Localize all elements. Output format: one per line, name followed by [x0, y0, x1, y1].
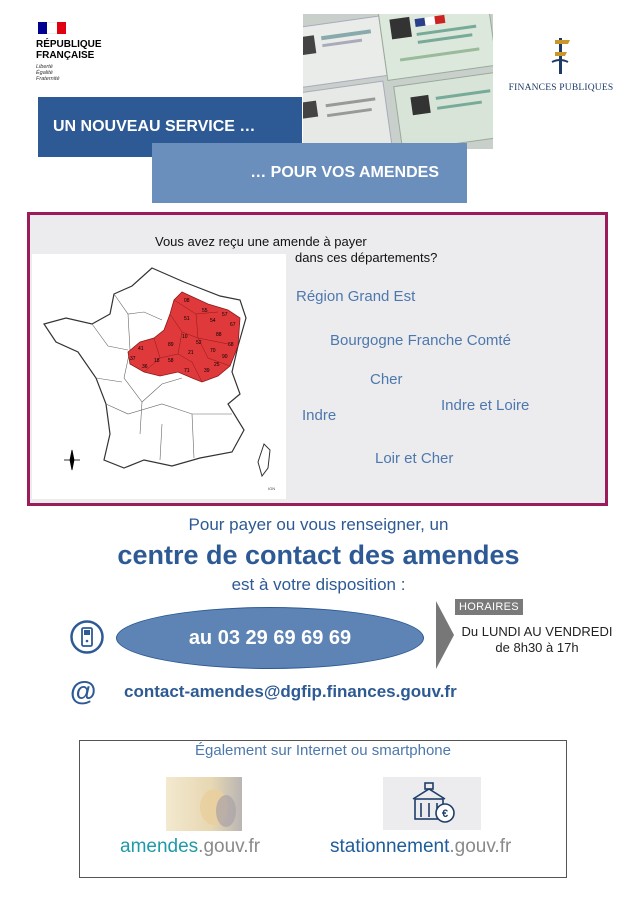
france-map: [32, 254, 286, 499]
amendes-site-thumbnail[interactable]: [166, 777, 242, 831]
svg-text:41: 41: [138, 346, 144, 352]
corsica-outline: [258, 444, 270, 476]
hours-label: HORAIRES: [455, 599, 523, 615]
finances-publiques-logo: FINANCES PUBLIQUES: [506, 36, 616, 93]
banner-for-your-fines: … POUR VOS AMENDES: [152, 143, 467, 203]
map-credit: IGN: [268, 486, 276, 491]
svg-text:68: 68: [228, 342, 234, 348]
internet-heading: Également sur Internet ou smartphone: [195, 742, 451, 759]
svg-text:55: 55: [202, 308, 208, 314]
contact-availability: est à votre disposition :: [231, 575, 406, 594]
region-cher: Cher: [370, 371, 403, 388]
stationnement-site-thumbnail[interactable]: [383, 777, 481, 830]
amendes-gouv-link[interactable]: amendes.gouv.fr: [120, 836, 261, 857]
svg-text:54: 54: [210, 318, 216, 324]
svg-text:88: 88: [216, 332, 222, 338]
svg-text:57: 57: [222, 312, 228, 318]
stationnement-gouv-link[interactable]: stationnement.gouv.fr: [330, 836, 512, 857]
town-hall-euro-icon: [383, 777, 481, 830]
departments-question: Vous avez reçu une amende à payer dans ces départements?: [155, 234, 438, 265]
republic-name: RÉPUBLIQUE FRANÇAISE: [36, 39, 102, 61]
svg-text:67: 67: [230, 322, 236, 328]
contact-title: centre de contact des amendes: [117, 540, 520, 570]
region-bourgogne-franche-comte: Bourgogne Franche Comté: [330, 332, 511, 349]
phone-number-button[interactable]: au 03 29 69 69 69: [116, 607, 424, 669]
svg-text:90: 90: [222, 354, 228, 360]
banner-new-service: UN NOUVEAU SERVICE …: [38, 97, 302, 157]
finances-publiques-emblem-icon: [548, 36, 574, 76]
svg-text:52: 52: [196, 340, 202, 346]
svg-text:€: €: [441, 808, 449, 820]
svg-text:71: 71: [184, 368, 190, 374]
region-indre-et-loire: Indre et Loire: [441, 397, 530, 414]
svg-text:51: 51: [184, 316, 190, 322]
republic-motto: Liberté Égalité Fraternité: [36, 64, 60, 82]
french-flag-icon: [38, 22, 66, 34]
at-sign-icon: @: [70, 676, 97, 706]
contact-intro: Pour payer ou vous renseigner, un: [188, 515, 449, 534]
phone-icon: [70, 620, 104, 654]
hours-text: Du LUNDI AU VENDREDI de 8h30 à 17h: [461, 624, 613, 655]
region-indre: Indre: [302, 407, 337, 424]
compass-rose-icon: [64, 450, 80, 470]
svg-text:36: 36: [142, 364, 148, 370]
svg-text:89: 89: [168, 342, 174, 348]
svg-text:08: 08: [184, 298, 190, 304]
contact-email-link[interactable]: contact-amendes@dgfip.finances.gouv.fr: [124, 682, 457, 701]
svg-text:39: 39: [204, 368, 210, 374]
svg-text:18: 18: [154, 358, 160, 364]
svg-text:37: 37: [130, 356, 136, 362]
svg-text:21: 21: [188, 350, 194, 356]
republique-francaise-logo: [36, 22, 136, 82]
fine-tickets-photo: [303, 14, 493, 149]
region-loir-et-cher: Loir et Cher: [375, 450, 454, 467]
svg-text:10: 10: [182, 334, 188, 340]
svg-text:58: 58: [168, 358, 174, 364]
svg-text:70: 70: [210, 348, 216, 354]
svg-text:25: 25: [214, 362, 220, 368]
region-grand-est: Région Grand Est: [296, 288, 416, 305]
